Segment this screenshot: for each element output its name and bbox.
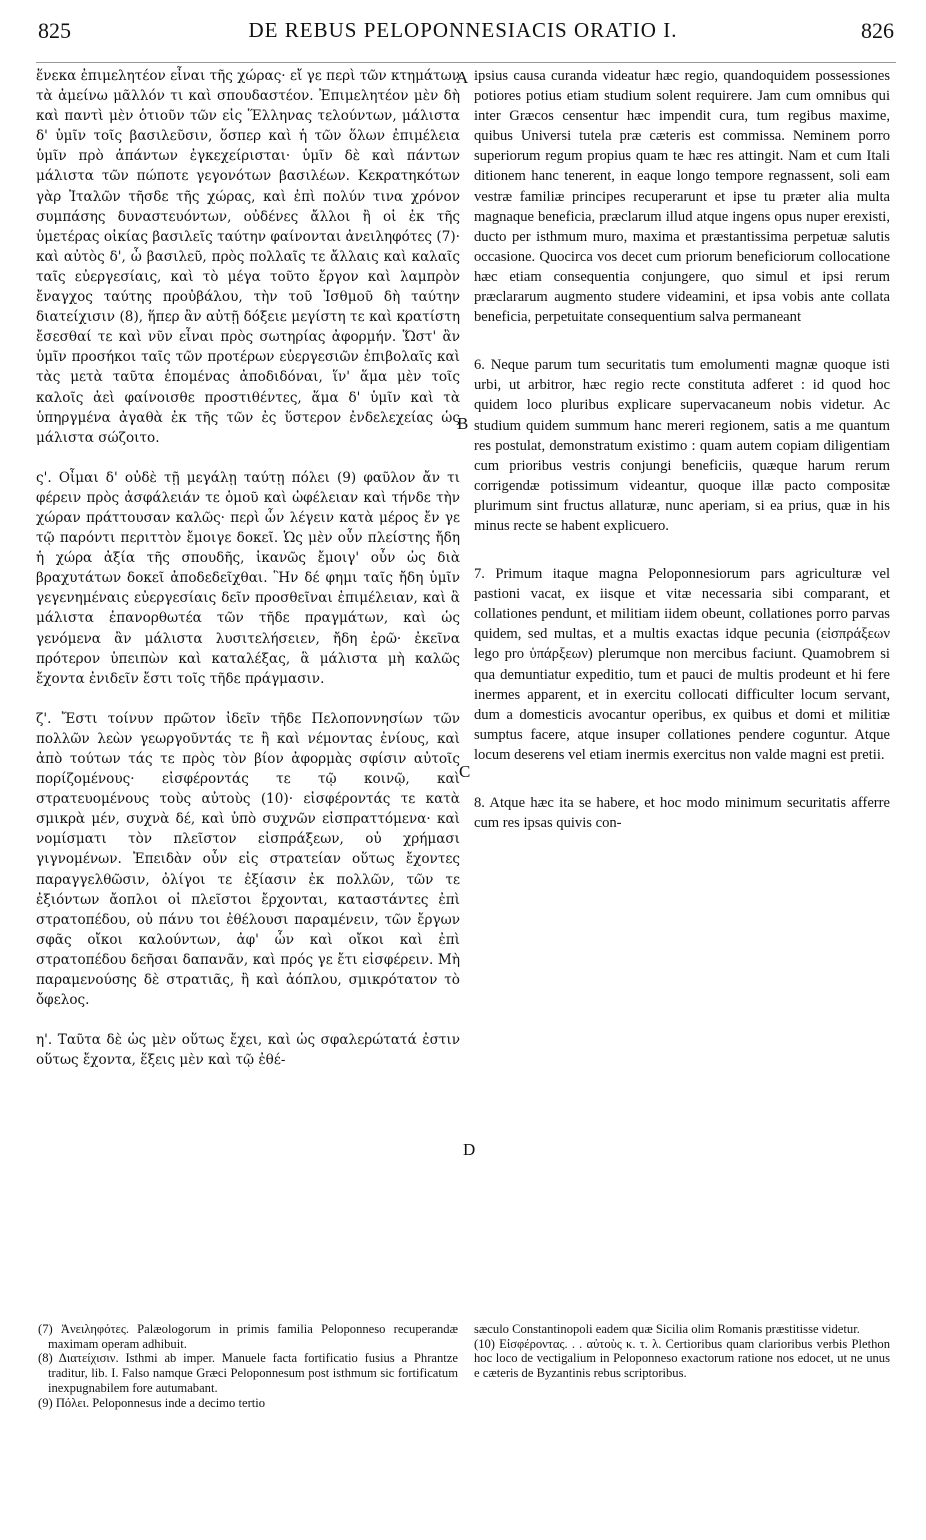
latin-paragraph-7: 7. Primum itaque magna Peloponnesiorum pars agriculturæ vel pastioni vacat, ex iisque et vitæ necessaria sibi comparant, et collationes pendunt, et militiam iidem obeunt, collationes porro parvas quidem, sed multas, et a multis exactas idque pecunia (εἰσπράξεων lego pro ὑπάρξεων) plerumque non mercibus faciunt. Quamobrem si qua demuntiatur expeditio, tum et pauci de multis prodeunt et hi fere inermes apparent, et in exercitu collocati difficulter locum servant, dum a domesticis avocantur operibus, ex quibus et domi et militiæ sumptus facere, atque insuper collationes pendere coguntur. Atque locum deserens vel etiam inermis exercitus non valde magni est pretii.	[474, 566, 890, 763]
footnote-7: (7) Ἀνειληφότες. Palæologorum in primis familia Peloponneso recuperandæ maximam operam adhibuit.	[38, 1322, 458, 1351]
running-title: DE REBUS PELOPONNESIACIS ORATIO I.	[248, 18, 678, 42]
margin-marker-b: B	[457, 414, 469, 433]
page-header	[0, 18, 926, 58]
footnotes-right	[474, 1322, 890, 1381]
latin-paragraph-6: 6. Neque parum tum securitatis tum emolumenti magnæ quoque isti urbi, ut arbitror, hæc regio recte constituta adferet : id quod hoc quidem loco pluribus explicare supervacaneum nobis videtur. Ac studium quidem summum hanc mereri regionem, satis a me quantum res postulat, demonstratum existimo : quam autem copiam diligentiam cum prioribus vestris conjungi beneficiis, quæque harum rerum corrigendæ potissimum videantur, quoque illæ pacto compositæ plurimum sint fructus allaturæ, nunc aperiam, si ea prius, quæ in his minus recte se habent explicuero.	[474, 357, 890, 534]
latin-paragraph-5: ipsius causa curanda videatur hæc regio, quandoquidem possessiones potiores potius etiam studium solent requirere. Jam cum omnibus qui inter Græcos censentur hæc impendit cura, tum regibus maxime, quibus Universi tutela præ cæteris est commissa. Neminem porro superiorum regum propius quam te hæc res attingit. Nam et cum Itali ditionem hanc tenerent, in eaque longo tempore regnassent, soli eam vestræ familiæ principes recuperarunt et ipse tu præter alia multa magnaque beneficia, præclarum illud atque ingens opus nuper erexisti, ducto per isthmum muro, maxima et præstantissima perpetuæ salutis occasione. Quocirca vos decet cum priorum beneficiorum collocatione hæc etiam consequentia conjungere, quo simul et ipsi rerum præclararum augmento studere videamini, et ipsa vobis ante collata beneficia, perpetuitate consequentium salva permaneant	[474, 68, 890, 326]
greek-paragraph-6: ς'. Οἶμαι δ' οὐδὲ τῇ μεγάλῃ ταύτῃ πόλει (9) φαῦλον ἄν τι φέρειν πρὸς ἀσφάλειάν τε ὁμοῦ καὶ ὠφέλειαν καὶ τήνδε τὴν χώραν πράττουσαν καλῶς· περὶ ὧν λέγειν κατὰ μέρος ἔν γε τῷ παρόντι περιττὸν ἔμοιγε δοκεῖ. Ὡς μὲν οὖν πλείστης ἤδη ἡ χώρα ἀξία τῆς σπουδῆς, ἱκανῶς ἔμοιγ' οὖν ὡς διὰ βραχυτάτων δοκεῖ ἀποδεδεῖχθαι. Ἣν δέ φημι ταῖς ἤδη ὑμῖν γεγενημέναις εὐεργεσίαις δεῖν προσθεῖναι ἐπιμέλειαν, καὶ ἃ μάλιστα ἐπανορθωτέα τῶν τῆδε πραγμάτων, καὶ ὡς γενόμενα ἂν μάλιστα λυσιτελήσειεν, ἤδη ἐρῶ· ἐκεῖνα πρότερον ὑπειπὼν καὶ καταλέξας, ἃ μάλιστα μὴ καλῶς ἔχοντα ἐνιδεῖν ἔστι τοῖς τῆδε πράγμασιν.	[36, 469, 460, 687]
margin-marker-d: D	[463, 1140, 476, 1159]
page-number-left: 825	[38, 18, 71, 43]
header-rule	[36, 62, 896, 63]
greek-paragraph-5: ἕνεκα ἐπιμελητέον εἶναι τῆς χώρας· εἴ γε περὶ τῶν κτημάτων τὰ ἀμείνω μᾶλλόν τι καὶ σπουδαστέον. Ἐπιμελητέον μὲν δὴ καὶ παντὶ μὲν ὁτιοῦν τῶν εἰς Ἕλληνας τελούντων, μάλιστα δ' ὑμῖν τοῖς βασιλεῦσιν, ὅσπερ καὶ ἡ τῶν ὅλων ἐπιμέλεια ὑμῖν πρὸ ἁπάντων ἐγκεχείρισται· ὑμῖν δὲ καὶ πάντων μάλιστα τῶν πώποτε γεγονότων βασιλέων. Κεκρατηκότων γὰρ Ἰταλῶν τῆσδε τῆς χώρας, καὶ ἐπὶ πολύν τινα χρόνον συμπάσης δυναστευόντων, οὐδένες ἄλλοι ἢ οἱ ἐκ τῆς ὑμετέρας οἰκίας βασιλεῖς ταύτην φαίνονται ἀνειληφότες (7)· καὶ αὐτὸς δ', ὦ βασιλεῦ, πρὸς πολλαῖς τε ἄλλαις καὶ καλαῖς ταῖς εὐεργεσίαις, καὶ τὸ μέγα τοῦτο ἔργον καὶ λαμπρὸν ἔναγχος ταύτης προὐβάλου, τὴν τοῦ Ἰσθμοῦ δὴ ταύτην διατείχισιν (8), ἥπερ ἂν αὐτῇ δόξειε μεγίστη τε καὶ κρατίστη ἔσεσθαί τε καὶ νῦν εἶναι πρὸς σωτηρίας ἀφορμήν. Ὥστ' ἂν ὑμῖν προσήκοι ταῖς τῶν προτέρων εὐεργεσιῶν ἐπιβολαῖς καὶ τὰς μετὰ ταῦτα ἑπομένας ἀποδιδόναι, ἵν' ἅμα μὲν τοῖς καλοῖς ἀεὶ φαίνοισθε προστιθέντες, ἅμα δ' ὑμῖν καὶ τὰ ὑπηργμένα ἀγαθὰ ἐκ τῆς τῶν ἐς ὕστερον ἐνδελεχείας ὡς μάλιστα σώζοιτο.	[36, 68, 460, 446]
greek-paragraph-8: η'. Ταῦτα δὲ ὡς μὲν οὕτως ἔχει, καὶ ὡς σφαλερώτατά ἐστιν οὕτως ἔχοντα, ἕξεις μὲν καὶ τῷ ἐθέ-	[36, 1032, 460, 1069]
footnote-10: (10) Εἰσφέροντας. . . αὐτοὺς κ. τ. λ. Certioribus quam clarioribus verbis Plethon hoc loco de vectigalium in Peloponneso exactorum ratione nos edocet, ut ne unus e cæteris de Byzantinis rebus scriptoribus.	[474, 1336, 890, 1381]
footnote-9: (9) Πόλει. Peloponnesus inde a decimo tertio	[38, 1395, 266, 1410]
greek-paragraph-7: ζ'. Ἔστι τοίνυν πρῶτον ἰδεῖν τῆδε Πελοποννησίων τῶν πολλῶν λεὼν γεωργοῦντάς τε ἢ καὶ νέμοντας ἐνίους, καὶ ἀπὸ τούτων τάς τε πρὸς τὸν βίον ἀφορμὰς σφίσιν αὐτοῖς πορίζομένους· εἰσφέροντάς τε τῷ κοινῷ, καὶ στρατευομένους τοὺς αὐτοὺς (10)· εἰσφέροντάς τε κατὰ σμικρὰ μέν, συχνὰ δέ, καὶ ὑπὸ συχνῶν εἰσπραττόμενα· καὶ νομίσματι τὸν πλεῖστον εἰσπράξεων, οὐ χρήμασι γιγνομένων. Ἐπειδὰν οὖν εἰς στρατείαν οὕτως ἔχοντες παραγγελθῶσιν, ὀλίγοι τε ἐξίασιν ἐκ πολλῶν, τῶν τε ἐξιόντων ἄοπλοι οἱ πλεῖστοι ἔρχονται, καταστάντες ἐπὶ στρατοπέδου, οὐ πάνυ τοι ἐθέλουσι παραμένειν, τῶν ἔργων σφᾶς οἴκοι καλούντων, ἀφ' ὧν καὶ οἴκοι καὶ ἐπὶ στρατοπέδου δεῆσαι δαπανᾶν, καὶ πρός γε ἔτι εἰσφέρειν. Μὴ παραμενούσης δὲ στρατιᾶς, ἢ καὶ ἀόπλου, σμικρότατον τὸ ὄφελος.	[36, 710, 460, 1009]
margin-marker-a: A	[456, 68, 469, 87]
footnote-8: (8) Διατείχισιν. Isthmi ab imper. Manuele facta fortificatio fusius a Phrantze traditur, lib. I. Falso namque Græci Peloponnesum post isthmum sic fortificatum inexpugnabilem fore autumabant.	[38, 1351, 458, 1395]
greek-column	[36, 66, 460, 1302]
latin-column	[474, 66, 890, 1302]
footnotes-left	[38, 1322, 458, 1410]
footnote-9-continued: sæculo Constantinopoli eadem quæ Sicilia olim Romanis præstitisse videtur.	[474, 1322, 860, 1336]
margin-marker-c: C	[459, 762, 471, 781]
page-number-right: 826	[861, 18, 894, 43]
latin-paragraph-8: 8. Atque hæc ita se habere, et hoc modo minimum securitatis afferre cum res ipsas quivis con-	[474, 795, 890, 832]
